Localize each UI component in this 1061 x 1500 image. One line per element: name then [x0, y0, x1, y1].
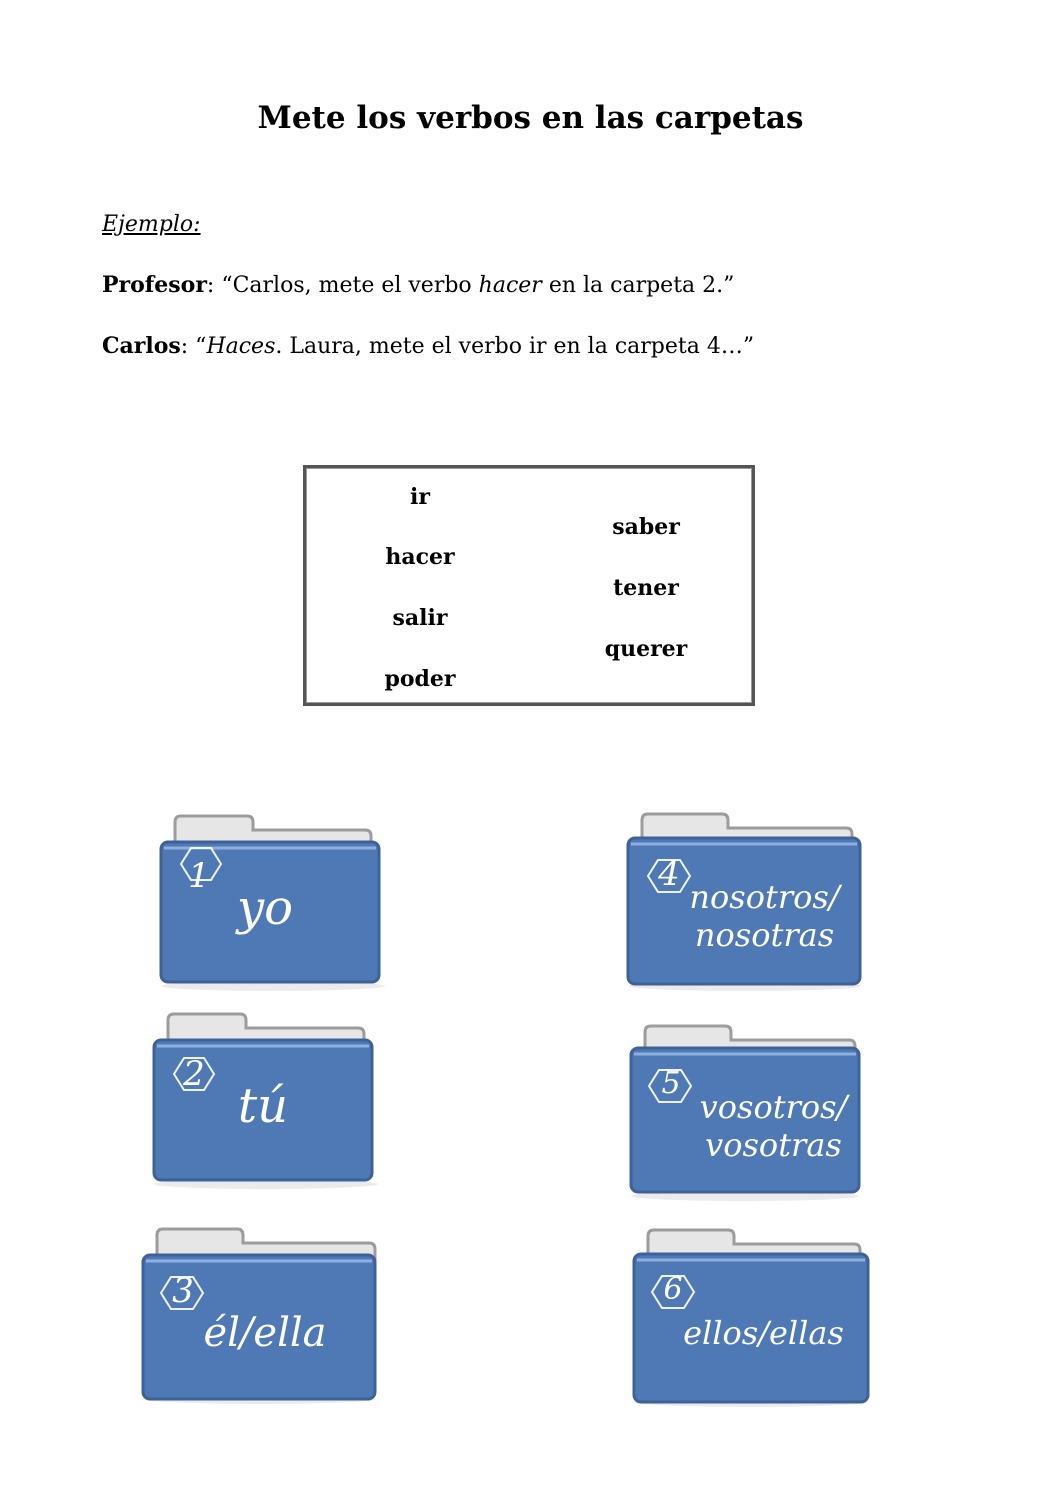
dialogue-verb: Haces [206, 334, 276, 359]
folder-number: 6 [663, 1272, 683, 1307]
folder-label: nosotros/ nosotras [689, 878, 840, 955]
verb-item: hacer [385, 544, 455, 570]
folder-2 [148, 1006, 388, 1196]
verb-item: ir [410, 484, 430, 510]
verb-box [303, 465, 755, 706]
folder-label: tú [237, 1078, 289, 1134]
folder-number: 3 [172, 1271, 194, 1311]
folder-label: yo [236, 880, 293, 936]
dialogue-text: en la carpeta 2.” [541, 273, 735, 298]
verb-item: saber [612, 514, 680, 540]
example-label: Ejemplo: [102, 212, 201, 237]
folder-1 [155, 808, 395, 998]
folder-label: él/ella [203, 1310, 327, 1356]
verb-item: tener [613, 575, 679, 601]
speaker-name: Profesor [102, 272, 207, 298]
dialogue-text: : “Carlos, mete el verbo [206, 273, 479, 298]
speaker-name: Carlos [102, 333, 181, 359]
folder-label: vosotros/ vosotras [699, 1088, 848, 1165]
example-line-profesor [102, 272, 734, 298]
folder-number: 1 [188, 856, 210, 896]
folder-5 [625, 1018, 865, 1208]
folder-4 [622, 806, 862, 996]
folder-number: 4 [658, 854, 680, 894]
verb-item: poder [384, 666, 456, 692]
dialogue-text: . Laura, mete el verbo ir en la carpeta 4…” [275, 334, 755, 359]
folder-3 [137, 1221, 377, 1411]
folder-number: 5 [661, 1066, 681, 1101]
verb-item: querer [604, 636, 688, 662]
folder-6 [628, 1222, 868, 1412]
example-line-carlos [102, 333, 754, 359]
dialogue-verb: hacer [478, 273, 542, 298]
verb-item: salir [392, 605, 448, 631]
dialogue-text: : “ [180, 334, 207, 359]
folder-label: ellos/ellas [683, 1314, 844, 1352]
folder-number: 2 [183, 1054, 205, 1094]
page-title: Mete los verbos en las carpetas [257, 100, 804, 136]
